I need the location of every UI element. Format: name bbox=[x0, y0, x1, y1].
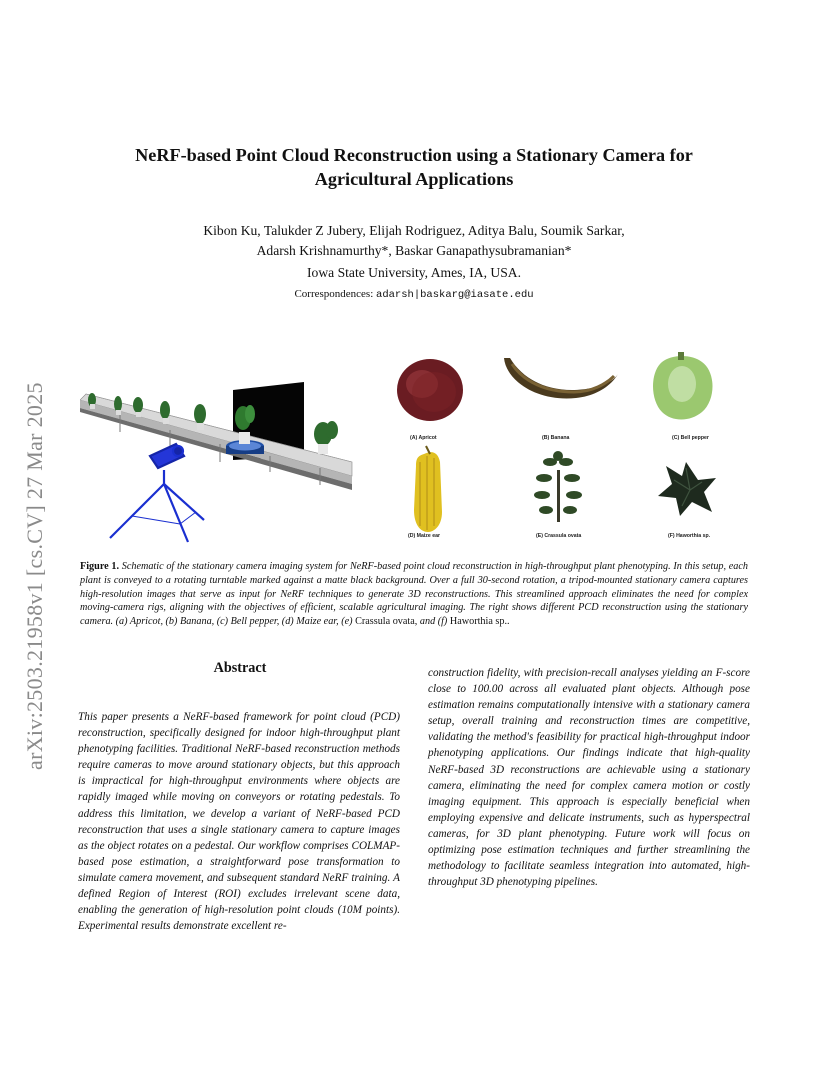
label-crassula-ovata: (E) Crassula ovata bbox=[536, 533, 582, 539]
caption-italic-2: and (f) bbox=[419, 616, 448, 628]
correspondence bbox=[80, 288, 748, 301]
abstract-right-column: construction fidelity, with precision-recall analyses yielding an F-score close to 100.00 across all evaluated plant objects. Although pose estimation remains computationally intensive with a stationary camera setup, overall training and reconstruction times are competitive, validating the method's feasibility for practical high-throughput indoor phenotyping applications. Our findings indicate that high-quality NeRF-based 3D reconstructions are achievable using a stationary camera, eliminating the need for complex camera motion or costly imaging equipment. This approach is especially beneficial when employing expensive and delicate instruments, such as hyperspectral cameras, for 3D plant phenotyping. Future work will focus on optimizing pose estimation techniques and further streamlining the methodology to facilitate seamless integration into automated, high-throughput 3D phenotyping pipelines. bbox=[428, 667, 750, 889]
haworthia-reconstruction bbox=[658, 462, 716, 516]
figure-caption bbox=[80, 560, 748, 629]
abstract-heading: Abstract bbox=[213, 660, 267, 676]
tripod-camera bbox=[110, 444, 204, 542]
label-banana: (B) Banana bbox=[542, 435, 570, 441]
apricot-reconstruction bbox=[397, 359, 463, 421]
label-haworthia: (F) Haworthia sp. bbox=[668, 533, 711, 539]
title-line-1: NeRF-based Point Cloud Reconstruction using a Stationary Camera for bbox=[135, 145, 693, 165]
crassula-ovata-reconstruction bbox=[534, 451, 582, 522]
caption-text: Schematic of the stationary camera imaging system for NeRF-based point cloud reconstruction in high-throughput plant phenotyping. In this setup, each plant is conveyed to a rotating turntable marked against a matte black background. Over a full 30-second rotation, a tripod-mounted stationary camera captures high-resolution images that serve as input for NeRF techniques to generate 3D reconstructions. This streamlined approach eliminates the need for complex moving-camera rigs, aligning with the objectives of efficient, scalable agricultural imaging. The right shows different PCD reconstruction using the stationary camera. (a) Apricot, (b) Banana, (c) Bell pepper, (d) Maize ear, (e) bbox=[80, 561, 748, 628]
abstract-left-column: This paper presents a NeRF-based framework for point cloud (PCD) reconstruction, specifically designed for indoor high-throughput plant phenotyping facilities. Traditional NeRF-based reconstruction methods require cameras to move around stationary objects, but this approach is impractical for high-throughput environments where objects are rapidly imaged while moving on conveyors or rotating pedestals. To address this limitation, we develop a variant of NeRF-based PCD reconstruction that uses a single stationary camera to capture images as the object rotates on a pedestal. Our workflow comprises COLMAP-based pose estimation, a straightforward pose transformation to simulate camera movement, and subsequent standard NeRF training. A defined Region of Interest (ROI) excludes irrelevant scene data, enabling the generation of high-resolution point clouds (10M points). Experimental results demonstrate excellent re- bbox=[78, 711, 400, 933]
caption-upright-1: Crassula ovata, bbox=[355, 616, 418, 628]
authors-line-2: Adarsh Krishnamurthy*, Baskar Ganapathysubramanian* bbox=[256, 243, 572, 258]
label-apricot: (A) Apricot bbox=[410, 435, 437, 441]
bell-pepper-reconstruction bbox=[653, 352, 713, 420]
correspondence-emails: adarsh|baskarg@iasate.edu bbox=[376, 289, 534, 301]
caption-upright-2: Haworthia sp.. bbox=[449, 616, 510, 628]
caption-label: Figure 1. bbox=[80, 561, 120, 572]
correspondence-label: Correspondences: bbox=[294, 288, 374, 300]
reconstructions-grid bbox=[386, 350, 738, 542]
authors-line-1: Kibon Ku, Talukder Z Jubery, Elijah Rodriguez, Aditya Balu, Soumik Sarkar, bbox=[203, 223, 625, 238]
maize-ear-reconstruction bbox=[414, 446, 442, 532]
title-line-2: Agricultural Applications bbox=[314, 169, 514, 189]
paper-title bbox=[80, 143, 748, 191]
label-maize-ear: (D) Maize ear bbox=[408, 533, 440, 539]
affiliation: Iowa State University, Ames, IA, USA. bbox=[307, 265, 521, 280]
label-bell-pepper: (C) Bell pepper bbox=[672, 435, 709, 441]
banana-reconstruction bbox=[504, 358, 618, 398]
author-list bbox=[80, 221, 748, 261]
imaging-system-schematic bbox=[80, 352, 356, 548]
arxiv-sidebar-id: arXiv:2503.21958v1 [cs.CV] 27 Mar 2025 bbox=[22, 382, 47, 770]
